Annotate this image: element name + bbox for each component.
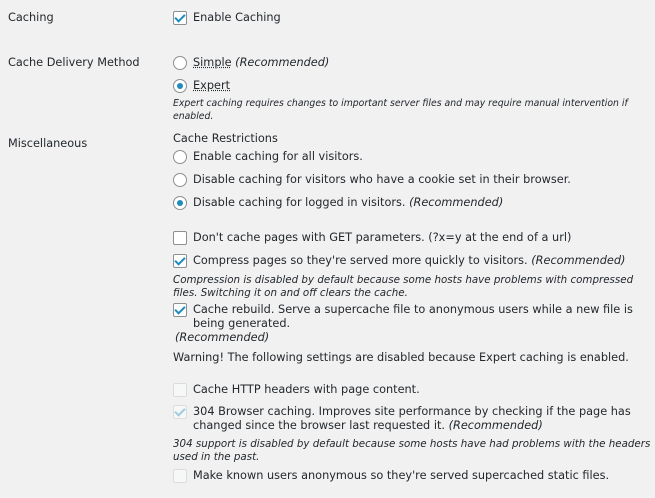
anon-option bbox=[173, 469, 651, 483]
enable-caching-option[interactable] bbox=[173, 11, 651, 25]
delivery-label: Cache Delivery Method bbox=[8, 56, 140, 69]
expert-text: Expert bbox=[193, 79, 231, 92]
restriction-cookie[interactable] bbox=[173, 173, 651, 187]
option-text: Don't cache pages with GET parameters. (?x=y at the end of a url) bbox=[193, 231, 572, 244]
http-headers-option bbox=[173, 383, 651, 397]
option-text: Compress pages so they're served more quickly to visitors. bbox=[193, 254, 528, 267]
checkbox[interactable] bbox=[173, 254, 187, 268]
expert-radio[interactable] bbox=[173, 79, 187, 93]
compress-option[interactable] bbox=[173, 254, 651, 268]
get-params-option[interactable] bbox=[173, 231, 651, 245]
radio[interactable] bbox=[173, 196, 187, 210]
simple-radio[interactable] bbox=[173, 56, 187, 70]
checkbox bbox=[173, 469, 187, 483]
option-text: Cache rebuild. Serve a supercache file to anonymous users while a new file is being generated. bbox=[193, 303, 633, 330]
browser-304-option bbox=[173, 405, 651, 433]
rebuild-option[interactable] bbox=[173, 303, 651, 345]
checkbox bbox=[173, 405, 187, 419]
option-text: Disable caching for visitors who have a cookie set in their browser. bbox=[193, 173, 571, 186]
option-note: (Recommended) bbox=[175, 331, 270, 344]
expert-option[interactable] bbox=[173, 79, 651, 93]
simple-note: (Recommended) bbox=[235, 56, 330, 69]
option-text: Cache HTTP headers with page content. bbox=[193, 383, 420, 396]
restriction-logged-in[interactable] bbox=[173, 196, 651, 210]
warning-text: Warning! The following settings are disabled because Expert caching is enabled. bbox=[173, 351, 629, 364]
radio[interactable] bbox=[173, 150, 187, 164]
option-text: Disable caching for logged in visitors. bbox=[193, 196, 406, 209]
checkbox[interactable] bbox=[173, 303, 187, 317]
checkbox bbox=[173, 383, 187, 397]
restriction-all[interactable] bbox=[173, 150, 651, 164]
enable-caching-text: Enable Caching bbox=[193, 11, 281, 24]
expert-desc: Expert caching requires changes to important server files and may require manual intervention if enabled. bbox=[173, 98, 628, 122]
option-note: (Recommended) bbox=[531, 254, 626, 267]
caching-label: Caching bbox=[8, 11, 54, 24]
enable-caching-checkbox[interactable] bbox=[173, 11, 187, 25]
option-note: (Recommended) bbox=[409, 196, 504, 209]
option-text: Enable caching for all visitors. bbox=[193, 150, 363, 163]
misc-label: Miscellaneous bbox=[8, 137, 88, 150]
b304-desc: 304 support is disabled by default because some hosts have had problems with the headers used in the past. bbox=[173, 438, 651, 463]
compress-desc: Compression is disabled by default because some hosts have problems with compressed files. Switching it on and off clears the cache. bbox=[173, 274, 634, 299]
checkbox[interactable] bbox=[173, 231, 187, 245]
radio[interactable] bbox=[173, 173, 187, 187]
simple-text: Simple bbox=[193, 56, 232, 69]
option-note: (Recommended) bbox=[448, 419, 543, 432]
simple-option[interactable] bbox=[173, 56, 651, 70]
cache-restrictions-title: Cache Restrictions bbox=[173, 132, 278, 145]
option-text: Make known users anonymous so they're served supercached static files. bbox=[193, 469, 610, 482]
option-text: 304 Browser caching. Improves site performance by checking if the page has changed since the browser last requested it. bbox=[193, 405, 631, 432]
